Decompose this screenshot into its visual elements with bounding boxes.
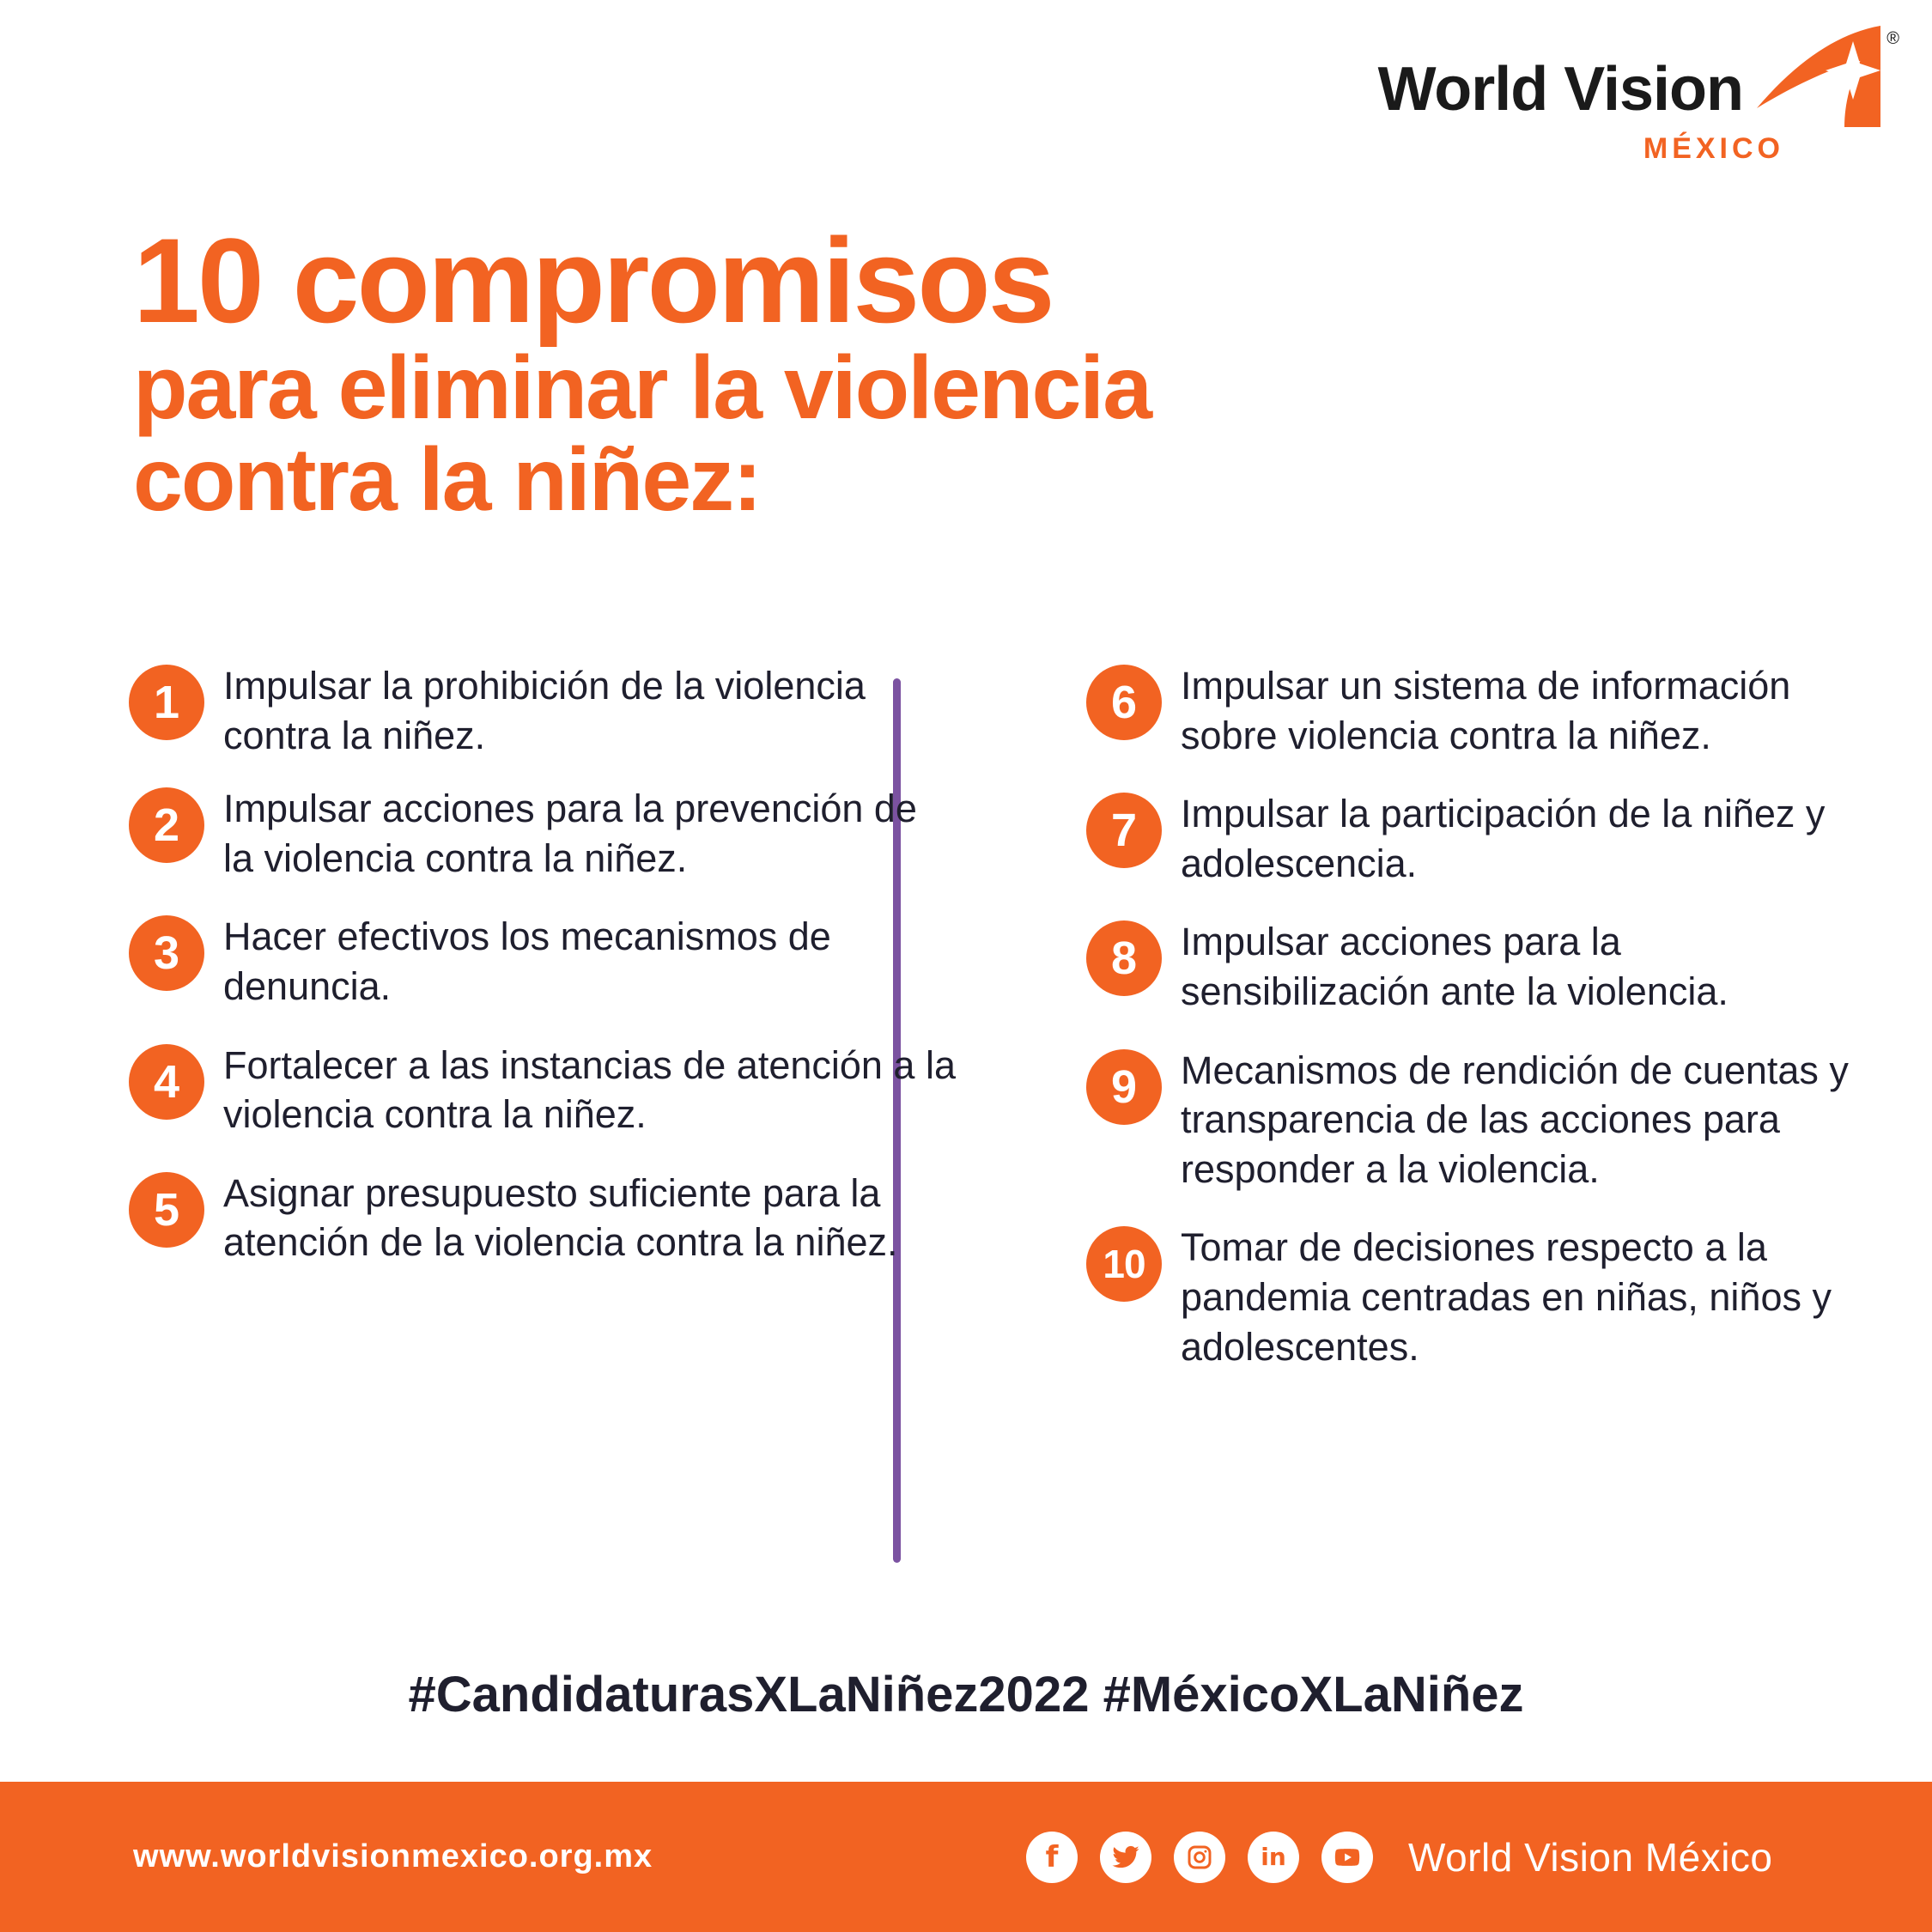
item-number-badge: 7	[1086, 793, 1162, 868]
list-item	[1086, 1046, 1855, 1194]
list-item	[129, 784, 957, 883]
item-number-badge: 6	[1086, 665, 1162, 740]
item-number-badge: 10	[1086, 1226, 1162, 1302]
page-title	[133, 213, 1829, 531]
item-number-badge: 3	[129, 915, 204, 991]
item-text: Impulsar acciones para la sensibilización ante la violencia.	[1181, 920, 1728, 1013]
list-item	[129, 661, 957, 760]
brand-logo	[1377, 26, 1899, 166]
logo-row	[1377, 26, 1899, 129]
list-item	[1086, 661, 1855, 760]
social-handle: World Vision México	[1408, 1834, 1773, 1880]
registered-mark: ®	[1886, 29, 1899, 48]
twitter-icon[interactable]	[1100, 1832, 1151, 1883]
item-text: Impulsar la participación de la niñez y adolescencia.	[1181, 792, 1826, 885]
list-item	[129, 1041, 957, 1139]
item-text: Tomar de decisiones respecto a la pandemia centradas en niñas, niños y adolescentes.	[1181, 1225, 1832, 1369]
linkedin-icon[interactable]: in	[1248, 1832, 1299, 1883]
list-item	[1086, 1223, 1855, 1371]
item-text: Fortalecer a las instancias de atención a la violencia contra la niñez.	[223, 1042, 956, 1137]
item-text: Hacer efectivos los mecanismos de denuncia.	[223, 914, 831, 1008]
logo-wordmark: World Vision	[1377, 55, 1743, 124]
item-number-badge: 8	[1086, 920, 1162, 996]
list-item	[1086, 789, 1855, 888]
facebook-icon[interactable]: f	[1026, 1832, 1078, 1883]
website-url[interactable]: www.worldvisionmexico.org.mx	[133, 1838, 653, 1874]
commitments-column-right	[992, 661, 1855, 1400]
instagram-icon[interactable]	[1174, 1832, 1225, 1883]
item-text: Mecanismos de rendición de cuentas y transparencia de las acciones para responder a la violencia.	[1181, 1048, 1849, 1191]
list-item	[129, 1169, 957, 1267]
youtube-icon[interactable]	[1321, 1832, 1373, 1883]
title-line-2: para eliminar la violencia	[133, 338, 1151, 439]
item-text: Impulsar un sistema de información sobre violencia contra la niñez.	[1181, 664, 1791, 757]
item-text: Impulsar acciones para la prevención de la violencia contra la niñez.	[223, 787, 917, 880]
item-text: Asignar presupuesto suficiente para la atención de la violencia contra la niñez.	[223, 1170, 898, 1265]
item-number-badge: 2	[129, 787, 204, 863]
list-item	[1086, 917, 1855, 1016]
item-number-badge: 1	[129, 665, 204, 740]
title-line-3: contra la niñez:	[133, 430, 761, 531]
commitments-list	[129, 661, 1855, 1400]
item-number-badge: 4	[129, 1044, 204, 1120]
title-line-1: 10 compromisos	[133, 213, 1053, 348]
commitments-column-left	[129, 661, 992, 1400]
logo-subtitle: MÉXICO	[1643, 132, 1784, 165]
footer-bar	[0, 1782, 1932, 1932]
item-number-badge: 5	[129, 1172, 204, 1248]
item-text: Impulsar la prohibición de la violencia contra la niñez.	[223, 664, 866, 757]
world-vision-star-icon	[1752, 26, 1899, 129]
list-item	[129, 912, 957, 1011]
social-links	[1026, 1832, 1373, 1883]
hashtags: #CandidaturasXLaNiñez2022 #MéxicoXLaNiñez	[408, 1667, 1524, 1722]
item-number-badge: 9	[1086, 1049, 1162, 1125]
